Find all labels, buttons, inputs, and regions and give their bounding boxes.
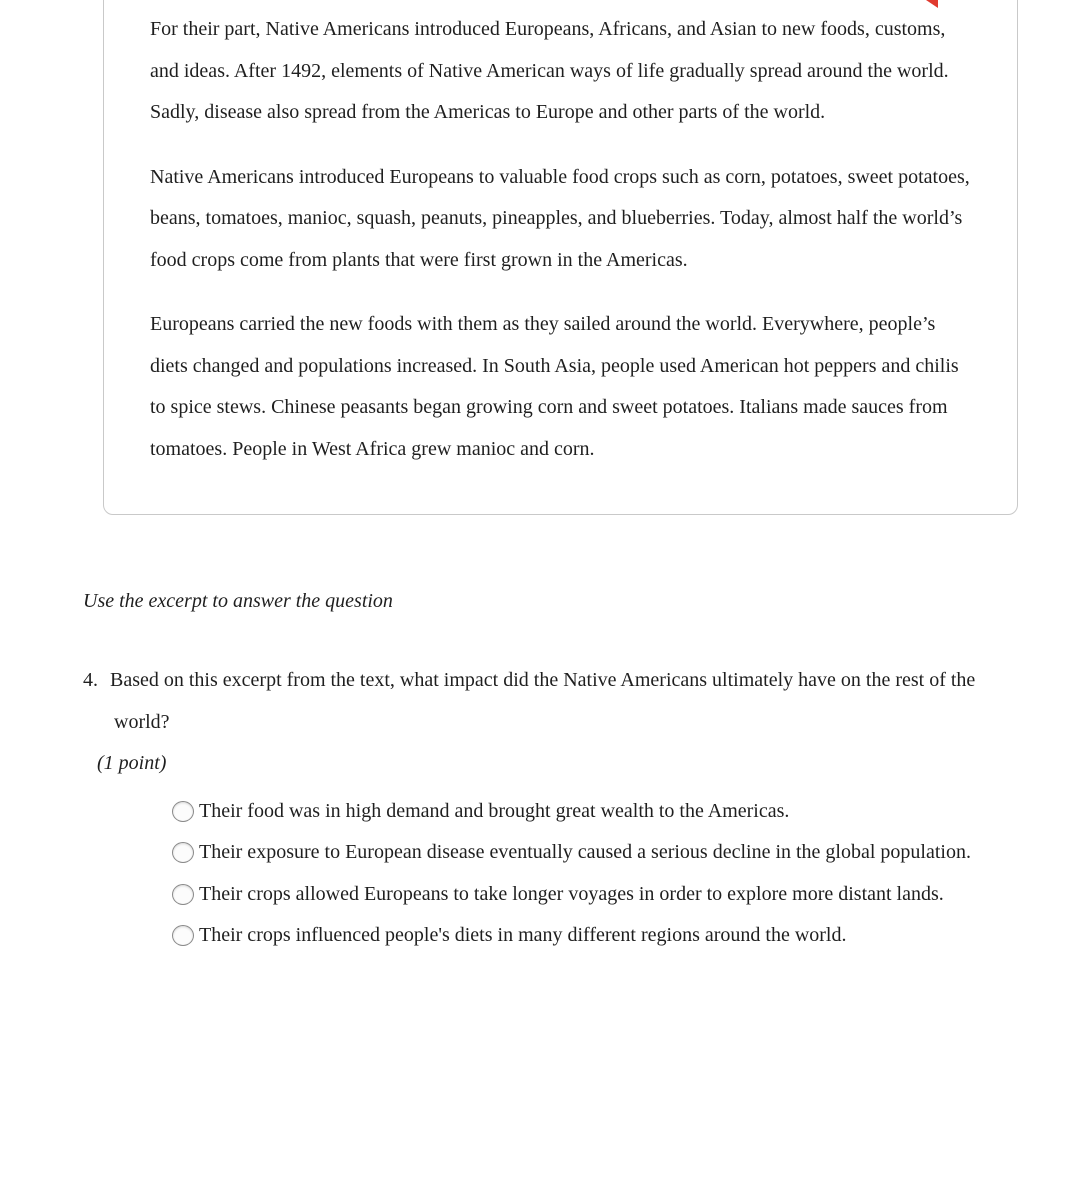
excerpt-paragraph: For their part, Native Americans introduced Europeans, Africans, and Asian to new foods, customs, and ideas. After 1492, elements of Native American ways of life gradually spread around the world. Sadly, disease also spread from the Americas to Europe and other parts of the world. [150, 18, 949, 123]
question-text [83, 660, 984, 743]
excerpt-paragraph: Native Americans introduced Europeans to valuable food crops such as corn, potatoes, sweet potatoes, beans, tomatoes, manioc, squash, peanuts, pineapples, and blueberries. Today, almost half the world’s food crops come from plants that were first grown in the Americas. [150, 165, 970, 271]
radio-button-icon[interactable] [172, 842, 194, 863]
excerpt-box [103, 0, 1018, 515]
radio-button-icon[interactable] [172, 925, 194, 946]
option-label: Their exposure to European disease eventually caused a serious decline in the global population. [199, 841, 971, 863]
question-prompt: Based on this excerpt from the text, what impact did the Native Americans ultimately have on the rest of the world? [110, 669, 976, 733]
excerpt-paragraph: Europeans carried the new foods with them as they sailed around the world. Everywhere, people’s diets changed and populations increased. In South Asia, people used American hot peppers and chilis to spice stews. Chinese peasants began growing corn and sweet potatoes. Italians made sauces from tomatoes. People in West Africa grew manioc and corn. [150, 313, 959, 460]
answer-option[interactable] [172, 832, 984, 874]
radio-button-icon[interactable] [172, 884, 194, 905]
option-label: Their crops allowed Europeans to take longer voyages in order to explore more distant lands. [199, 882, 944, 905]
radio-button-icon[interactable] [172, 801, 194, 822]
question-number: 4. [83, 669, 98, 691]
option-label: Their food was in high demand and brought great wealth to the Americas. [199, 799, 790, 822]
answer-options [172, 791, 984, 957]
option-label: Their crops influenced people's diets in many different regions around the world. [199, 924, 847, 946]
question-points: (1 point) [97, 752, 167, 774]
question-block [83, 660, 984, 957]
answer-option[interactable] [172, 915, 984, 957]
instruction-text: Use the excerpt to answer the question [83, 590, 393, 612]
answer-option[interactable] [172, 791, 984, 833]
answer-option[interactable] [172, 874, 984, 916]
